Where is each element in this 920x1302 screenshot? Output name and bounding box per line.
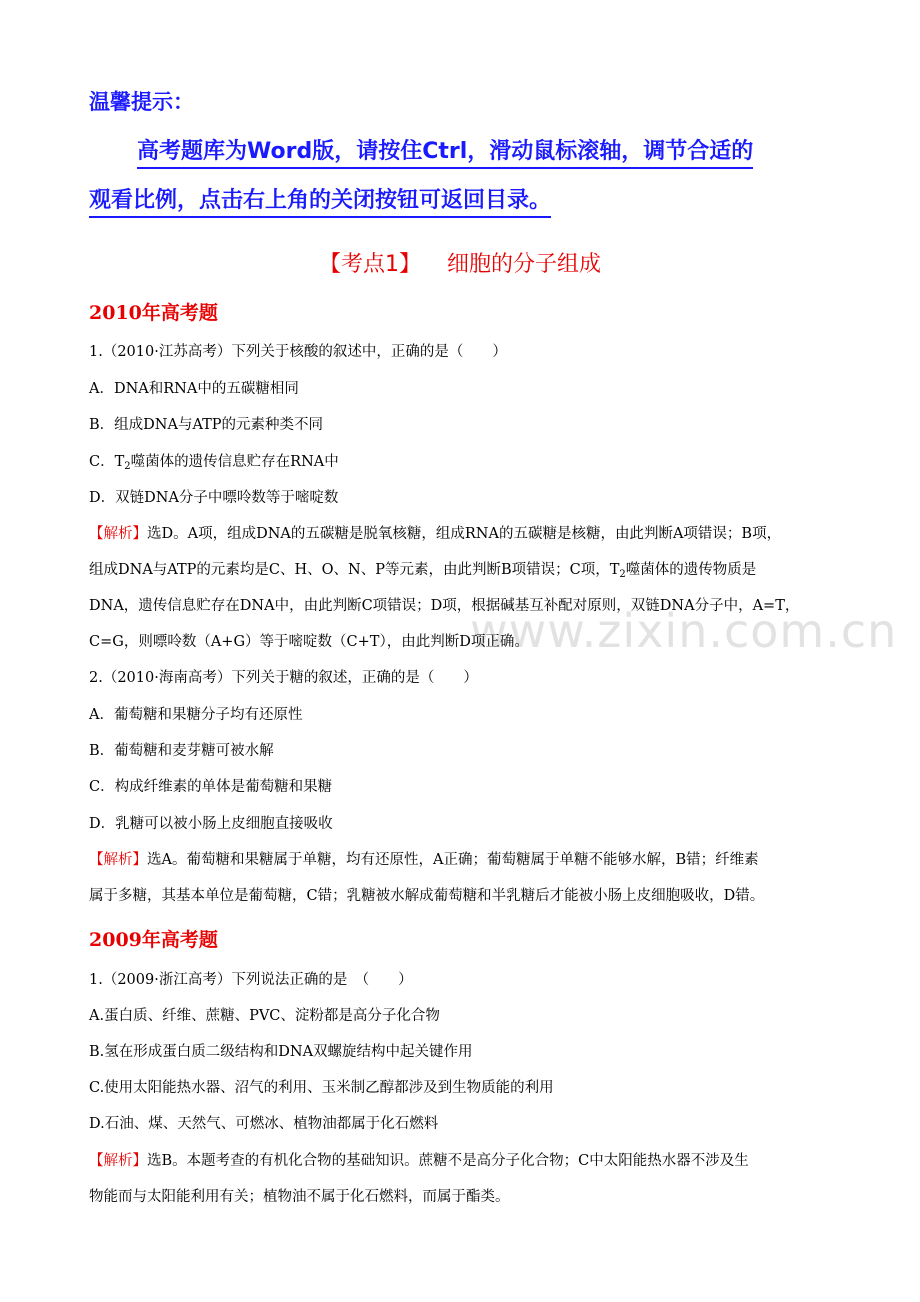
option-c: C.使用太阳能热水器、沼气的利用、玉米制乙醇都涉及到生物质能的利用 [89, 1080, 554, 1096]
option-c: C．$T_2$噬菌体的遗传信息贮存在RNA中 [89, 454, 339, 472]
analysis-line: DNA，遗传信息贮存在DNA中，由此判断C项错误；D项，根据碱基互补配对原则，双链DNA分子中，A=T， [89, 598, 800, 614]
option-b: B．组成DNA与ATP的元素种类不同 [89, 417, 324, 433]
analysis-tag: 【解析】 [89, 1153, 147, 1169]
notice-line-2: 观看比例，点击右上角的关闭按钮可返回目录。 [89, 187, 551, 218]
question-stem: 1.（2009·浙江高考）下列说法正确的是 （ ） [89, 972, 413, 988]
analysis-line: 属于多糖，其基本单位是葡萄糖，C错；乳糖被水解成葡萄糖和半乳糖后才能被小肠上皮细胞吸收，D错。 [89, 888, 765, 904]
option-a: A．葡萄糖和果糖分子均有还原性 [89, 707, 303, 723]
topic-name: 细胞的分子组成 [446, 252, 601, 277]
analysis-line: 物能而与太阳能利用有关；植物油不属于化石燃料，而属于酯类。 [89, 1189, 510, 1205]
question-stem: 1.（2010·江苏高考）下列关于核酸的叙述中，正确的是（ ） [89, 344, 507, 360]
section-year-2010: 2010年高考题 [89, 302, 218, 324]
topic-label: 【考点1】 [318, 252, 421, 277]
analysis-line: 【解析】选D。A项，组成DNA的五碳糖是脱氧核糖，组成RNA的五碳糖是核糖，由此判断A项错误；B项， [89, 526, 782, 542]
option-d: D.石油、煤、天然气、可燃冰、植物油都属于化石燃料 [89, 1116, 439, 1132]
option-a: A.蛋白质、纤维、蔗糖、PVC、淀粉都是高分子化合物 [89, 1008, 440, 1024]
option-c: C．构成纤维素的单体是葡萄糖和果糖 [89, 779, 333, 795]
notice-line-1: 高考题库为Word版，请按住Ctrl，滑动鼠标滚轴，调节合适的 [137, 138, 753, 169]
analysis-tag: 【解析】 [89, 852, 147, 868]
option-d: D．乳糖可以被小肠上皮细胞直接吸收 [89, 816, 333, 832]
analysis-line: 【解析】选A。葡萄糖和果糖属于单糖，均有还原性，A正确；葡萄糖属于单糖不能够水解，B错；纤维素 [89, 852, 759, 868]
topic-heading [0, 247, 920, 278]
notice-title: 温馨提示： [89, 90, 194, 114]
watermark: www.zixin.com.cn [470, 604, 898, 658]
option-b: B.氢在形成蛋白质二级结构和DNA双螺旋结构中起关键作用 [89, 1044, 473, 1060]
analysis-line: 【解析】选B。本题考查的有机化合物的基础知识。蔗糖不是高分子化合物；C中太阳能热水器不涉及生 [89, 1153, 749, 1169]
question-stem: 2.（2010·海南高考）下列关于糖的叙述，正确的是（ ） [89, 670, 478, 686]
option-b: B．葡萄糖和麦芽糖可被水解 [89, 743, 274, 759]
option-d: D．双链DNA分子中嘌呤数等于嘧啶数 [89, 490, 339, 506]
analysis-line: C=G，则嘌呤数（A+G）等于嘧啶数（C+T），由此判断D项正确。 [89, 634, 529, 650]
analysis-tag: 【解析】 [89, 526, 147, 542]
section-year-2009: 2009年高考题 [89, 929, 218, 951]
analysis-line: 组成DNA与ATP的元素均是C、H、O、N、P等元素，由此判断B项错误；C项，$T_2$噬菌体的遗传物质是 [89, 562, 757, 580]
option-a: A．DNA和RNA中的五碳糖相同 [89, 381, 299, 397]
